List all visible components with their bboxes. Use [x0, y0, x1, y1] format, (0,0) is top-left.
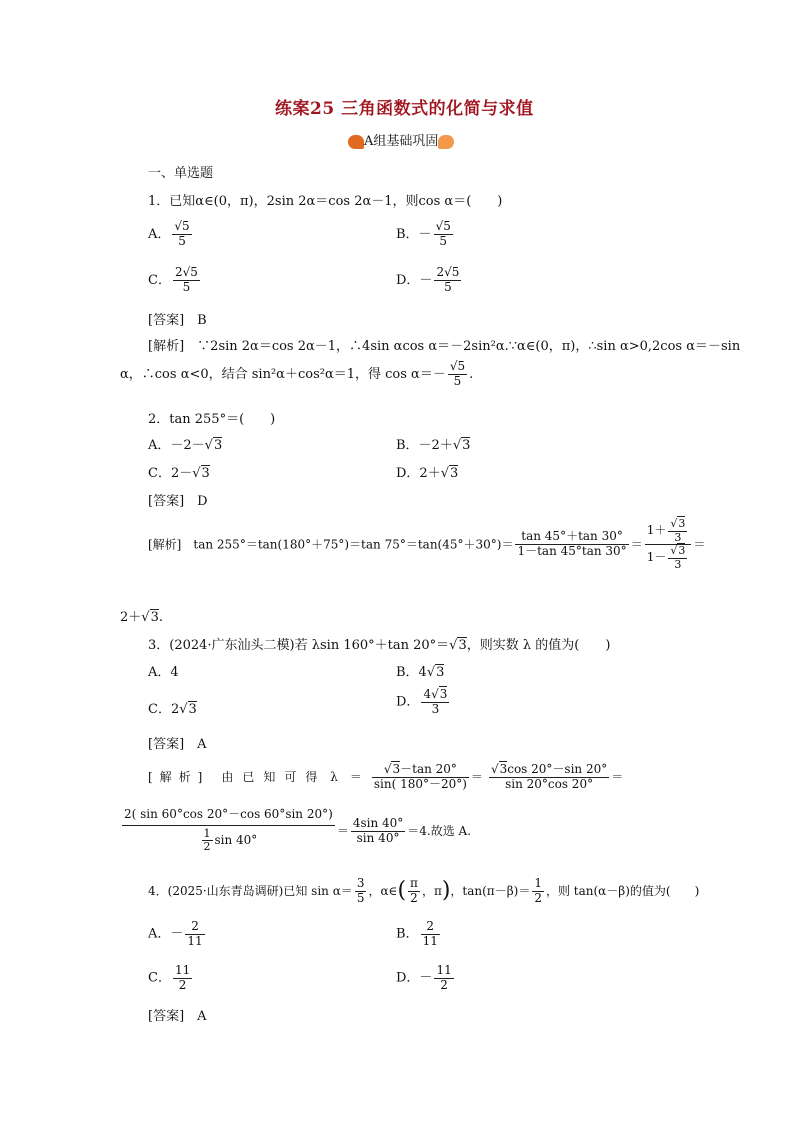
fraction: $\frac{√5}{5}$ [174, 219, 190, 248]
fraction: $\frac{√3\cos 20^\circ-\sin 20^\circ}{\sin 20^\circ\cos 20^\circ}$ [490, 762, 608, 791]
q2-option-a: A．－2－√3 [148, 438, 223, 453]
q4-stem: 4．(2025·山东青岛调研)已知 sin α＝ $\frac{3}{5}$ ，α∈( $\frac{\pi}{2}$ ，π)，tan(π－β)＝ $\frac{1}{2}$ ，则 tan(α－β)的值为( ) [148, 876, 700, 905]
q2-stem: 2．tan 255°＝( ) [148, 412, 276, 427]
fraction: $\frac{3}{5}$ [356, 876, 365, 905]
q1-option-d: D．－ $\frac{2√5}{5}$ [396, 265, 460, 294]
q3-stem: 3．(2024·广东汕头二模)若 λsin 160°＋tan 20°＝√3，则实数 λ 的值为( ) [148, 638, 611, 653]
q1-answer: [答案] B [148, 313, 207, 328]
fraction: $\frac{4\sin 40^\circ}{\sin 40^\circ}$ [352, 815, 404, 845]
q1-analysis-line2: α，∴cos α<0，结合 sin²α＋cos²α＝1，得 cos α＝－ $\frac{√5}{5}$ . [120, 359, 474, 388]
quote-close-icon [438, 135, 454, 149]
section-heading: 一、单选题 [148, 166, 214, 181]
q4-option-d: D．－ $\frac{11}{2}$ [396, 963, 452, 992]
q3-option-a: A．4 [148, 665, 179, 680]
compound-fraction: 2( sin 60°cos 20°－cos 60°sin 20°) $\frac{1}{2}$ sin 40° [124, 807, 333, 854]
q4-option-c: C． $\frac{11}{2}$ [148, 963, 191, 992]
q2-analysis: [解析] tan 255°＝tan(180°＋75°)＝tan 75°＝tan(45°＋30°)＝ $\frac{\tan 45^\circ+\tan 30^\circ}{1-\tan 45^\circ\tan 30^\circ}$ ＝ 1＋ $\frac{√3}{3}$ 1－ $\frac{√3}{3}$ ＝ [148, 517, 706, 571]
fraction: $\frac{\tan 45^\circ+\tan 30^\circ}{1-\tan 45^\circ\tan 30^\circ}$ [517, 529, 627, 559]
q4-option-b: B． $\frac{2}{11}$ [396, 919, 438, 948]
fraction: $\frac{√5}{5}$ [435, 219, 451, 248]
page-title: 练案25 三角函数式的化简与求值 [275, 99, 534, 119]
fraction: $\frac{11}{2}$ [436, 963, 452, 992]
q2-option-c: C．2－√3 [148, 466, 210, 481]
q3-option-b: B．4√3 [396, 665, 445, 680]
q2-option-d: D．2＋√3 [396, 466, 459, 481]
q3-option-d: D． $\frac{4√3}{3}$ [396, 687, 448, 716]
q2-option-b: B．－2＋√3 [396, 438, 471, 453]
fraction: $\frac{4√3}{3}$ [423, 687, 448, 716]
q3-analysis-line1: [解析] 由已知可得 λ ＝ $\frac{√3-\tan 20^\circ}{\sin( 180^\circ-20^\circ)}$ ＝ $\frac{√3\cos 20^\circ-\sin 20^\circ}{\sin 20^\circ\cos 20^\circ}$ ＝ [148, 762, 624, 791]
q1-option-a: A． $\frac{√5}{5}$ [148, 219, 190, 248]
group-banner [348, 134, 454, 150]
fraction: $\frac{2√5}{5}$ [436, 265, 460, 294]
q3-answer: [答案] A [148, 737, 207, 752]
q4-answer: [答案] A [148, 1009, 207, 1024]
q4-option-a: A．－ $\frac{2}{11}$ [148, 919, 203, 948]
q1-stem: 1．已知α∈(0，π)，2sin 2α＝cos 2α－1，则cos α＝( ) [148, 194, 503, 209]
fraction: $\frac{\pi}{2}$ [410, 876, 418, 905]
fraction: $\frac{√5}{5}$ [449, 359, 466, 388]
fraction: $\frac{11}{2}$ [174, 963, 191, 992]
q2-answer: [答案] D [148, 494, 208, 509]
fraction: $\frac{2√5}{5}$ [174, 265, 198, 294]
fraction: $\frac{2}{11}$ [422, 919, 438, 948]
q1-option-b: B．－ $\frac{√5}{5}$ [396, 219, 451, 248]
q1-analysis-line1: [解析] ∵2sin 2α＝cos 2α－1，∴4sin αcos α＝－2sin²α.∵α∈(0，π)，∴sin α>0,2cos α＝－sin [148, 339, 741, 354]
quote-open-icon [348, 135, 364, 149]
fraction: $\frac{2}{11}$ [187, 919, 203, 948]
q3-option-c: C．2√3 [148, 702, 197, 717]
fraction: $\frac{√3-\tan 20^\circ}{\sin( 180^\circ-20^\circ)}$ [373, 762, 467, 791]
q1-option-c: C． $\frac{2√5}{5}$ [148, 265, 198, 294]
q3-analysis-line2: 2( sin 60°cos 20°－cos 60°sin 20°) $\frac{1}{2}$ sin 40° ＝ $\frac{4\sin 40^\circ}{\sin 40^\circ}$ ＝4.故选 A. [124, 807, 472, 854]
fraction: $\frac{1}{2}$ [534, 876, 542, 905]
q2-result: 2＋√3. [120, 610, 163, 625]
nested-fraction: 1＋ $\frac{√3}{3}$ 1－ $\frac{√3}{3}$ [645, 518, 692, 572]
group-label: A组基础巩固 [364, 134, 439, 149]
